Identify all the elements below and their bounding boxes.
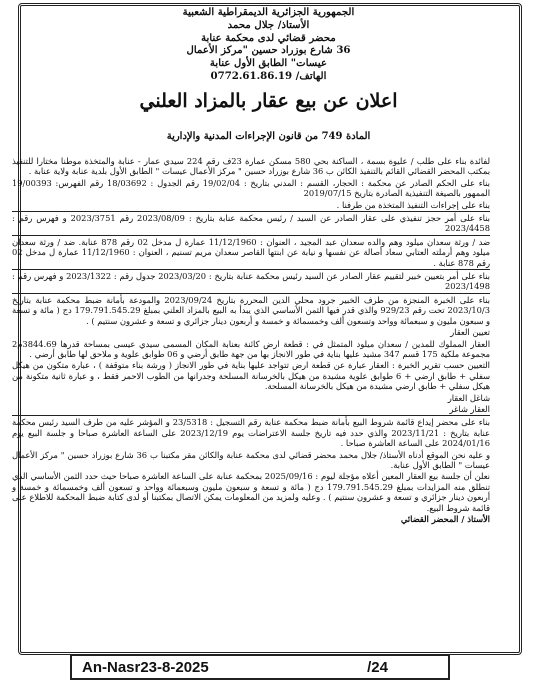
signature-label: الأستاذ / المحضر القضائي bbox=[400, 514, 490, 524]
notice-subtitle: المادة 749 من قانون الإجراءات المدنية والإدارية bbox=[166, 131, 371, 142]
notice-paragraph: بناء على أمر حجز تنفيذي على عقار الصادر عن السيد / رئيس محكمة عنابة بتاريخ : 2023/08/09 رقم 2023/3751 و فهرس رقم : 2023/4458 bbox=[12, 213, 490, 234]
paragraph-divider bbox=[12, 235, 490, 236]
header-line: 36 شارع بوزراد حسين "مركز الأعمال bbox=[186, 44, 351, 57]
notice-paragraph: لفائدة بناء على طلب / عليوة بسمة ، الساكنة بحي 580 مسكن عمارة 23ف رقم 224 سيدي عمار - عنابة والمتخذة موطنا مختارا للتنفيذ بمكتب المحضر القضائي القائم بالتنفيذ الكائن ب 36 شارع بوزراد حسين " مركز الأعمال عيسات " الطابق الأول بلدية عنابة ولاية عنابة . bbox=[12, 156, 490, 177]
header-line: الأستاذ/ جلال محمد bbox=[227, 18, 310, 31]
page-number: /24 bbox=[367, 659, 388, 676]
notice-paragraph: بناء على إجراءات التنفيذ المتخذة من طرفنا . bbox=[336, 199, 490, 210]
notice-paragraph: ضد / ورثة سعدان ميلود وهم والده سعدان عبد المجيد ، العنوان : 11/12/1960 عمارة ل مدخل 02 رقم 878 عنابة. ضد / ورثة سعدان ميلود وهم أرملته العتابي سعاد أصالة عن نفسها و نيابة عن ابنتها القاصر سعدان مريم تسنيم ، العنوان : 11/12/1960 عمارة ل مدخل 02 رقم 878 عنابة . bbox=[12, 236, 490, 268]
notice-paragraph: العقار المملوك للمدين / سعدان ميلود المتمثل في : قطعة ارض كائنة بعنابة المكان المسمى سيدي عيسى بمساحة قدرها 3844.69م2 مجموعة ملكية 175 قسم 347 مشيد عليها بناية في طور الانجاز بها من جهة طابق أرضي و 06 طوابق علوية و ملاحق لها طابق أرضي . bbox=[12, 338, 490, 359]
notice-paragraph: نعلن أن جلسة بيع العقار المعين أعلاه مؤجلة ليوم : 2025/09/16 بمحكمة عنابة على الساعة العاشرة صباحا حيث حدد الثمن الأساسي الذي تنطلق منه المزايدات بمبلغ 179.791.545.29 دج ( مائة و تسعة و سبعون مليون وسبعمائة وواحد و تسعون ألف وخمسمائة و خمسة و أربعون دينار جزائري و تسعة و عشرون سنتيم ) . وعليه ولمزيد من المعلومات يمكن الاتصال بمكتبنا أو لدى كتابة ضبط المحكمة للاطلاع على قائمة شروط البيع. bbox=[12, 471, 491, 513]
header-line: الجمهورية الجزائرية الديمقراطية الشعبية bbox=[182, 6, 355, 18]
notice-paragraph: و عليه نحن الموقع أدناه الأستاذ/ جلال محمد محضر قضائي لدى محكمة عنابة والكائن مقر مكتبنا ب 36 شارع بوزراد حسين " مركز الأعمال عيسات " الطابق الأول عنابة. bbox=[12, 449, 490, 470]
notice-paragraph: تعيين العقار bbox=[450, 327, 490, 338]
notice-paragraph: التعيين حسب تقرير الخبرة : العقار عبارة عن قطعة ارض تتواجد عليها بناية في طور الانجاز ( ورشة بناء متوقفة ) ، عبارة متكون من هيكل سفلي + طابق ارضي + 6 طوابق علوية مشيدة من هيكل بالخرسانة المسلحة وجدرانها من الطوب الاحمر فقط ، و عبارة ثانية متكونة من هيكل سفلي + طابق ارضي مشيدة من هيكل بالخرسانة المسلحة. bbox=[12, 360, 490, 392]
bailiff-header bbox=[0, 6, 537, 83]
paragraph-divider bbox=[12, 269, 490, 270]
page-footer bbox=[70, 654, 450, 680]
paragraph-divider bbox=[12, 293, 490, 294]
paragraph-divider bbox=[12, 211, 490, 212]
publication-date: An-Nasr23-8-2025 bbox=[82, 659, 209, 676]
header-line: الهاتف/ 0772.61.86.19 bbox=[210, 69, 327, 82]
notice-title: اعلان عن بيع عقار بالمزاد العلني bbox=[139, 90, 398, 112]
notice-paragraph: بناء على الخبرة المنجزة من طرف الخبير جرود محلي الدين المحررة بتاريخ 2023/09/24 والمودعة بأمانة ضبط محكمة عنابة بتاريخ 2023/10/3 تحت رقم 929/23 والذي قدر فيها الثمن الأساسي الذي يبدأ به البيع بالمزاد العلني بمبلغ 179.791.545.29 دج ( مائة و تسعة و سبعون مليون و سبعمائة وواحد وتسعون ألف وخمسمائة و خمسة و أربعون دينار جزائري و تسعة و عشرون سنتيم ) . bbox=[12, 294, 491, 326]
header-line: محضر قضائي لدى محكمة عنابة bbox=[201, 31, 336, 44]
notice-body bbox=[12, 156, 490, 525]
notice-paragraph: شاغل العقار bbox=[447, 392, 490, 403]
notice-paragraph: بناء على محضر إيداع قائمة شروط البيع بأمانة ضبط محكمة عنابة رقم التسجيل : 23/5318 و المؤشر عليه من طرف السيد رئيس محكمة عنابة بتاريخ : 2023/11/21 والذي حدد فيه تاريخ جلسة الاعتراضات يوم 2023/12/19 على الساعة العاشرة صباحا و جلسة البيع يوم 2024/01/16 على الساعة العاشرة صباحا . bbox=[12, 417, 491, 449]
header-line: عيسات" الطابق الأول عنابة bbox=[209, 57, 328, 70]
notice-paragraph: بناء على الحكم الصادر عن محكمة : الحجار، القسم : المدني بتاريخ : 19/02/04 رقم الجدول : 18/03692 رقم الفهرس: 19/00393 الممهور بالصيغة التنفيذية الصادرة بتاريخ 2019/07/15 bbox=[12, 177, 490, 199]
notice-paragraph: بناء على أمر بتعيين خبير لتقييم عقار الصادر عن السيد رئيس محكمة عنابة بتاريخ : 2023/03/20 جدول رقم : 2023/1322 و فهرس رقم : 2023/1498 bbox=[12, 271, 490, 292]
notice-paragraph: العقار شاغر bbox=[449, 403, 490, 414]
